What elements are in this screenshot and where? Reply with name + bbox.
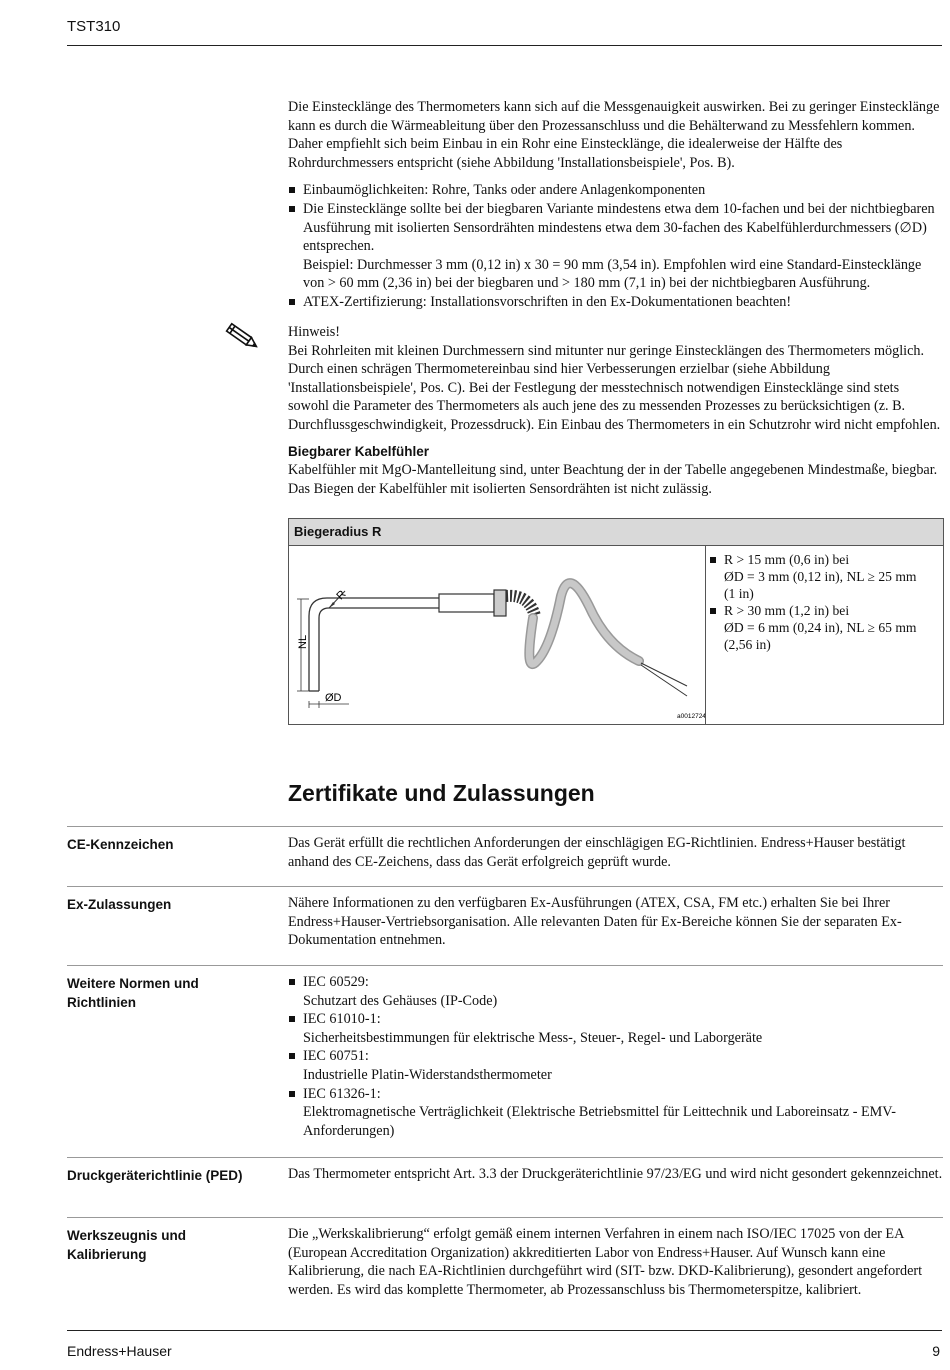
ped-row [67, 1157, 943, 1216]
nl-label: NL [297, 634, 309, 649]
ex-row [67, 886, 943, 965]
intro-bullet-list [288, 181, 943, 311]
calibration-row [67, 1217, 943, 1313]
table-header: Biegeradius R [289, 519, 943, 546]
bendable-text: Kabelfühler mit MgO-Mantelleitung sind, unter Beachtung der in der Tabelle angegebenen Mindestmaße, biegbar. Das Biegen der Kabelfühler mit isolierten Sensordrähten ist nicht zulässig. [288, 462, 938, 497]
row-label: CE-Kennzeichen [67, 837, 174, 852]
list-item: IEC 60751: Industrielle Platin-Widerstandsthermometer [288, 1047, 943, 1084]
ce-row [67, 826, 943, 885]
sensor-drawing [289, 546, 705, 724]
bend-radius-list [709, 551, 941, 653]
row-value: Nähere Informationen zu den verfügbaren Ex-Ausführungen (ATEX, CSA, FM etc.) erhalten Sie bei Ihrer Endress+Hauser-Vertriebsorganisation. Alle relevanten Daten für Ex-Bereiche können Sie der separaten Ex-Dokumentation entnehmen. [288, 895, 902, 949]
norms-row [67, 965, 943, 1156]
footer-rule [67, 1330, 942, 1331]
page-number: 9 [932, 1343, 940, 1359]
list-item: IEC 61326-1: Elektromagnetische Verträglichkeit (Elektrische Betriebsmittel für Leittechnik und Laboreinsatz - EMV-Anforderungen) [288, 1085, 943, 1141]
header-rule [67, 45, 942, 46]
norms-list [288, 973, 943, 1140]
row-value: Das Thermometer entspricht Art. 3.3 der Druckgeräterichtlinie 97/23/EG und wird nicht gesondert gekennzeichnet. [288, 1166, 943, 1182]
row-label: Druckgeräterichtlinie (PED) [67, 1168, 243, 1183]
bend-radius-figure [289, 546, 706, 724]
list-item: IEC 60529: Schutzart des Gehäuses (IP-Code) [288, 973, 943, 1010]
list-item: Die Einstecklänge sollte bei der biegbaren Variante mindestens etwa dem 10-fachen und bei der nichtbiegbaren Ausführung mit isolierten Sensordrähten mindestens etwa dem 30-fachen des Kabelfühlerdurchmessers (∅D) entsprechen. Beispiel: Durchmesser 3 mm (0,12 in) x 30 = 90 mm (3,54 in). Empfohlen wird eine Standard-Einstecklänge von > 60 mm (2,36 in) bei der biegbaren und > 180 mm (7,1 in) bei der nichtbiegbaren Ausführung. [288, 200, 943, 293]
section-title: Zertifikate und Zulassungen [288, 780, 595, 806]
intro-paragraph: Die Einstecklänge des Thermometers kann sich auf die Messgenauigkeit auswirken. Bei zu geringer Einstecklänge kann es durch die Wärmeableitung über den Prozessanschluss und die Behälterwand zu Messfehlern kommen. Daher empfiehlt sich beim Einbau in ein Rohr eine Einstecklänge, die idealerweise der Hälfte des Rohrdurchmessers entspricht (siehe Abbildung 'Installationsbeispiele', Pos. B). [288, 99, 940, 171]
footer-brand: Endress+Hauser [67, 1343, 172, 1359]
row-value: Das Gerät erfüllt die rechtlichen Anforderungen der einschlägigen EG-Richtlinien. Endress+Hauser bestätigt anhand des CE-Zeichens, dass das Gerät erfolgreich geprüft wurde. [288, 835, 906, 870]
bend-radius-table [288, 518, 944, 725]
row-label: Ex-Zulassungen [67, 897, 172, 912]
pencil-icon [222, 320, 262, 354]
running-header: TST310 [67, 18, 121, 35]
list-item: R > 30 mm (1,2 in) bei ØD = 6 mm (0,24 in), NL ≥ 65 mm (2,56 in) [709, 602, 941, 653]
list-item: Einbaumöglichkeiten: Rohre, Tanks oder andere Anlagenkomponenten [288, 181, 943, 200]
row-label: Weitere Normen und Richtlinien [67, 976, 199, 1010]
example-text: Beispiel: Durchmesser 3 mm (0,12 in) x 30 = 90 mm (3,54 in). Empfohlen wird eine Standard-Einstecklänge von > 60 mm (2,36 in) bei der biegbaren und > 180 mm (7,1 in) bei der nichtbiegbaren Ausführung. [303, 256, 922, 292]
row-label: Werkszeugnis und Kalibrierung [67, 1228, 187, 1262]
note-section [288, 323, 943, 498]
note-text: Bei Rohrleiten mit kleinen Durchmessern sind mitunter nur geringe Einstecklängen des Thermometers möglich. Durch einen schrägen Thermometereinbau sind hier Verbesserungen erzielbar (siehe Abbildung 'Installationsbeispiele', Pos. C). Bei der Festlegung der messtechnisch notwendigen Einstecklänge sind stets sowohl die Parameter des Thermometers als auch jene des zu messenden Prozesses zu berücksichtigen (z. B. Durchflussgeschwindigkeit, Prozessdruck). Ein Einbau des Thermometers in ein Schutzrohr wird nicht empfohlen. [288, 342, 941, 433]
figure-code: a0012724 [677, 713, 705, 720]
list-item: IEC 61010-1: Sicherheitsbestimmungen für elektrische Mess-, Steuer-, Regel- und Laborgeräte [288, 1010, 943, 1047]
note-title: Hinweis! [288, 324, 341, 340]
radius-label: R [334, 588, 349, 603]
bendable-heading: Biegbarer Kabelfühler [288, 443, 430, 459]
intro-section [288, 98, 943, 312]
row-value: Die „Werkskalibrierung“ erfolgt gemäß einem internen Verfahren in einem nach ISO/IEC 17025 von der EA (European Accreditation Organization) akkreditierten Labor von Endress+Hauser. Auf Wunsch kann eine Kalibrierung, die nach EA-Richtlinien durchgeführt wird (SIT- bzw. DKD-Kalibrierung), gesondert angefordert werden. Es wird das komplette Thermometer, ab Prozessanschluss bis Thermometerspitze, kalibriert. [288, 1226, 923, 1298]
list-item: R > 15 mm (0,6 in) bei ØD = 3 mm (0,12 in), NL ≥ 25 mm (1 in) [709, 551, 941, 602]
list-item: ATEX-Zertifizierung: Installationsvorschriften in den Ex-Dokumentationen beachten! [288, 293, 943, 312]
diameter-label: ØD [325, 692, 342, 704]
